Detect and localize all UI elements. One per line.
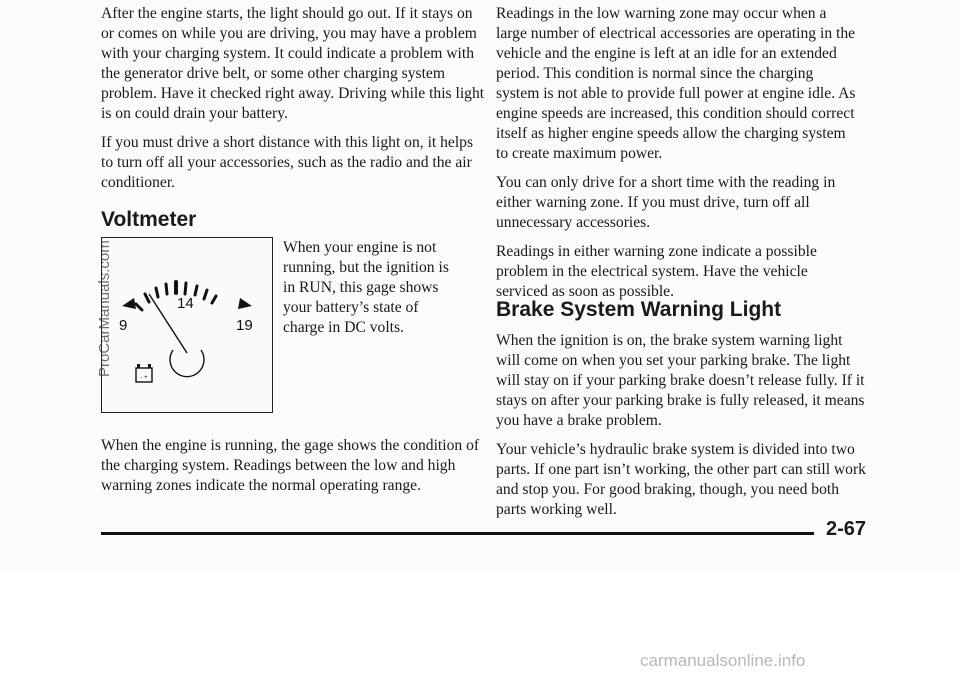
paragraph: Your vehicle’s hydraulic brake system is divided into two parts. If one part isn’t working, the other part can still work and stop you. For good braking, though, you need both parts working well. <box>496 441 866 518</box>
section-heading-brake-warning: Brake System Warning Light <box>496 298 782 321</box>
side-watermark: ProCarManuals.com <box>96 240 113 377</box>
gauge-label-high: 19 <box>236 317 253 334</box>
voltmeter-gauge-illustration <box>101 237 273 413</box>
brake-section-text <box>496 331 866 529</box>
gauge-tick <box>204 290 207 299</box>
gauge-tick <box>136 304 142 310</box>
gauge-tick <box>166 284 167 294</box>
battery-icon <box>136 364 152 382</box>
page-number: 2-67 <box>826 518 867 540</box>
footer-rule <box>101 532 814 535</box>
voltmeter-gauge-icon <box>102 238 272 412</box>
section-heading-voltmeter: Voltmeter <box>101 208 197 231</box>
battery-terminals-label: - + <box>140 375 148 381</box>
gauge-tick <box>156 288 158 297</box>
paragraph: After the engine starts, the light should go out. If it stays on or comes on while you are driving, you may have a problem with your charging system. It could indicate a problem with the generator drive belt, or some other charging system problem. Have it checked right away. Driving while this light is on could drain your battery. <box>101 5 485 122</box>
left-column <box>101 4 486 202</box>
paragraph: Readings in either warning zone indicate a possible problem in the electrical system. Have the vehicle serviced as soon as possible. <box>496 243 817 300</box>
gauge-tick <box>145 294 149 302</box>
gauge-tick <box>195 286 197 295</box>
paragraph: You can only drive for a short time with the reading in either warning zone. If you must drive, turn off all unnecessary accessories. <box>496 174 836 231</box>
right-column <box>496 4 858 311</box>
gauge-tick <box>212 296 216 303</box>
paragraph: When the engine is running, the gage shows the condition of the charging system. Readings between the low and high warning zones indicate the normal operating range. <box>101 437 480 494</box>
gauge-pivot <box>170 350 204 377</box>
voltmeter-running-text <box>101 436 486 496</box>
paragraph: When the ignition is on, the brake system warning light will come on when you set your parking brake. The light will stay on if your parking brake doesn’t release fully. If it stays on after your parking brake is fully released, it means you have a brake problem. <box>496 332 865 429</box>
paragraph: If you must drive a short distance with this light on, it helps to turn off all your accessories, such as the radio and the air conditioner. <box>101 134 474 191</box>
gauge-label-low: 9 <box>119 317 128 334</box>
gauge-tick <box>185 283 186 294</box>
bottom-watermark: carmanualsonline.info <box>640 651 806 670</box>
gauge-caption: When your engine is not running, but the ignition is in RUN, this gage shows your battery’s state of charge in DC volts. <box>283 239 449 336</box>
gauge-label-mid: 14 <box>177 295 194 312</box>
high-warning-zone-marker <box>238 298 252 309</box>
paragraph: Readings in the low warning zone may occur when a large number of electrical accessories are operating in the vehicle and the engine is left at an idle for an extended period. This condition is normal since the charging system is not able to provide full power at engine idle. As engine speeds are increased, this condition should correct itself as higher engine speeds allow the charging system to create maximum power. <box>496 5 856 162</box>
low-warning-zone-marker <box>122 298 136 309</box>
